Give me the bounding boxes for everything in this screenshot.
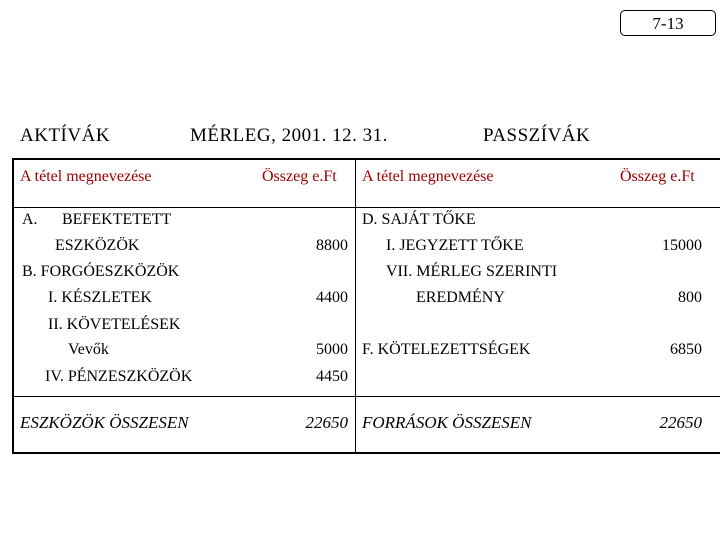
liabilities-total-value: 22650 [659, 413, 702, 432]
assets-total-value: 22650 [305, 413, 348, 432]
assets-total-label: ESZKÖZÖK ÖSSZESEN [20, 413, 189, 432]
assets-heading: AKTÍVÁK [20, 125, 111, 146]
liability-d7-label-line2: EREDMÉNY [416, 289, 505, 306]
totals-row-divider [12, 396, 720, 397]
liability-d7-label-line1: VII. MÉRLEG SZERINTI [386, 263, 558, 280]
asset-b4-label: IV. PÉNZESZKÖZÖK [45, 368, 193, 385]
liability-d7-value: 800 [678, 289, 702, 306]
asset-b2-sub-label: Vevők [68, 341, 109, 358]
asset-b-label: B. FORGÓESZKÖZÖK [22, 263, 180, 280]
asset-a-value: 8800 [316, 237, 348, 254]
liability-d-label: D. SAJÁT TŐKE [362, 211, 476, 228]
header-row-divider [12, 207, 720, 208]
asset-b1-label: I. KÉSZLETEK [48, 289, 152, 306]
liability-d1-value: 15000 [662, 237, 702, 254]
page-number-badge: 7-13 [620, 10, 716, 36]
balance-sheet-title: MÉRLEG, 2001. 12. 31. [190, 125, 388, 146]
liability-f-label: F. KÖTELEZETTSÉGEK [362, 341, 531, 358]
asset-a-label-line2: ESZKÖZÖK [55, 237, 140, 254]
center-column-divider [355, 158, 356, 454]
asset-b2-value: 5000 [316, 341, 348, 358]
header-item-name-assets: A tétel megnevezése [20, 168, 152, 185]
liabilities-heading: PASSZÍVÁK [483, 125, 591, 146]
liability-d1-label: I. JEGYZETT TŐKE [386, 237, 524, 254]
header-amount-liabilities: Összeg e.Ft [620, 168, 695, 185]
asset-a-marker: A. [22, 211, 38, 228]
liability-f-value: 6850 [670, 341, 702, 358]
asset-a-label-line1: BEFEKTETETT [62, 211, 172, 228]
liabilities-total-label: FORRÁSOK ÖSSZESEN [362, 413, 532, 432]
header-amount-assets: Összeg e.Ft [262, 168, 337, 185]
asset-b1-value: 4400 [316, 289, 348, 306]
asset-b4-value: 4450 [316, 368, 348, 385]
header-item-name-liabilities: A tétel megnevezése [362, 168, 494, 185]
asset-b2-label: II. KÖVETELÉSEK [48, 316, 181, 333]
